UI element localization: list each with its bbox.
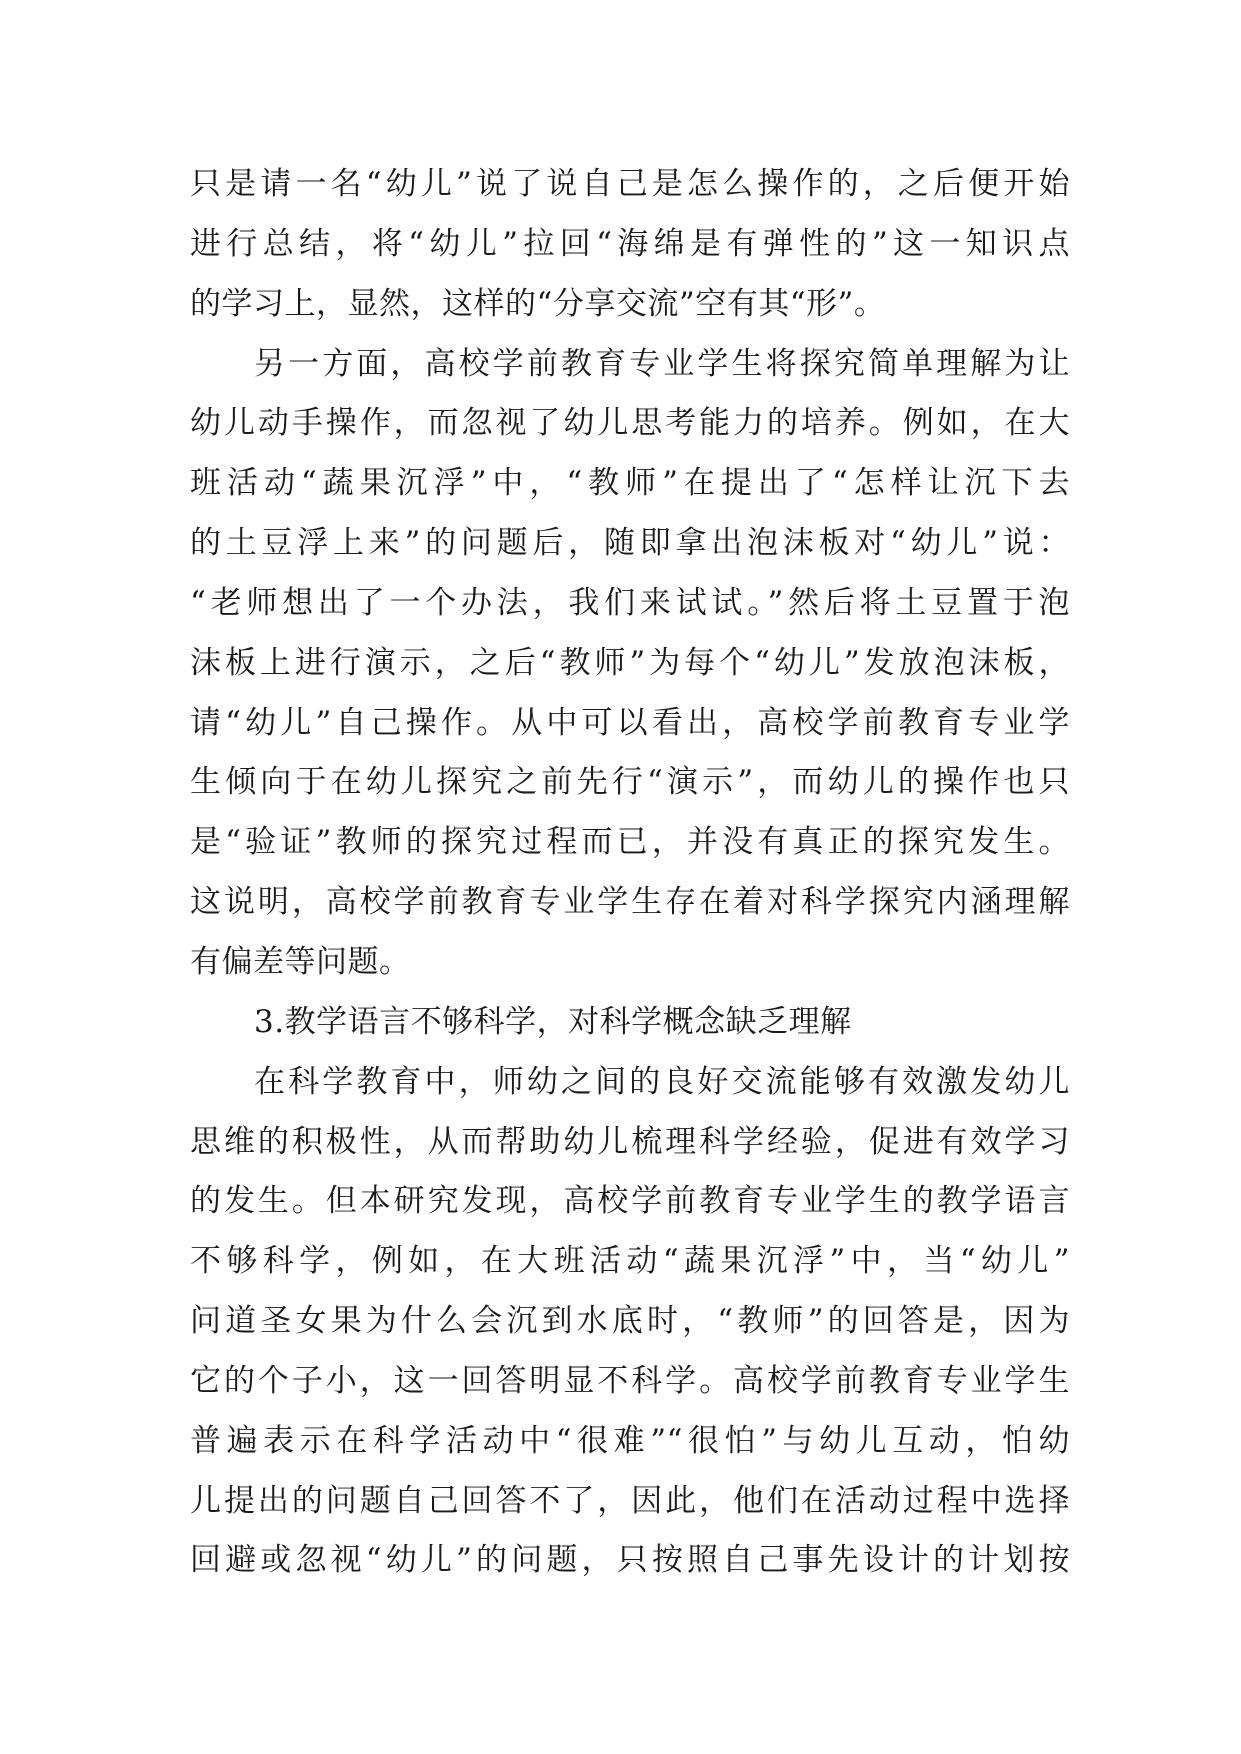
text-line: 生倾向于在幼儿探究之前先行“演示”，而幼儿的操作也只 xyxy=(190,764,1070,801)
text-line: 班活动“蔬果沉浮”中，“教师”在提出了“怎样让沉下去 xyxy=(190,465,1070,502)
text-line: 回避或忽视“幼儿”的问题，只按照自己事先设计的计划按 xyxy=(190,1542,1070,1579)
text-line: 是“验证”教师的探究过程而已，并没有真正的探究发生。 xyxy=(190,824,1070,861)
text-line: 的土豆浮上来”的问题后，随即拿出泡沫板对“幼儿”说： xyxy=(190,525,1070,562)
text-line: 的发生。但本研究发现，高校学前教育专业学生的教学语言 xyxy=(190,1183,1070,1220)
text-line: “老师想出了一个办法，我们来试试。”然后将土豆置于泡 xyxy=(190,584,1070,621)
text-line: 有偏差等问题。 xyxy=(190,943,411,980)
text-line: 沫板上进行演示，之后“教师”为每个“幼儿”发放泡沫板， xyxy=(190,644,1070,681)
text-line: 普遍表示在科学活动中“很难”“很怕”与幼儿互动，怕幼 xyxy=(190,1422,1070,1459)
text-line: 这说明，高校学前教育专业学生存在着对科学探究内涵理解 xyxy=(190,884,1070,921)
text-line: 请“幼儿”自己操作。从中可以看出，高校学前教育专业学 xyxy=(190,704,1070,741)
text-line: 只是请一名“幼儿”说了说自己是怎么操作的，之后便开始 xyxy=(190,166,1070,202)
section-heading: 3.教学语言不够科学，对科学概念缺乏理解 xyxy=(254,1003,852,1040)
paragraph-start: 另一方面，高校学前教育专业学生将探究简单理解为让 xyxy=(254,345,1070,382)
text-line: 不够科学，例如，在大班活动“蔬果沉浮”中，当“幼儿” xyxy=(190,1243,1070,1280)
body-text xyxy=(190,164,1070,1600)
text-line: 问道圣女果为什么会沉到水底时，“教师”的回答是，因为 xyxy=(190,1303,1070,1340)
text-line: 它的个子小，这一回答明显不科学。高校学前教育专业学生 xyxy=(190,1362,1070,1399)
text-line: 儿提出的问题自己回答不了，因此，他们在活动过程中选择 xyxy=(190,1482,1070,1519)
paragraph-start: 在科学教育中，师幼之间的良好交流能够有效激发幼儿 xyxy=(254,1063,1070,1100)
text-line: 进行总结，将“幼儿”拉回“海绵是有弹性的”这一知识点 xyxy=(190,225,1070,262)
text-line: 幼儿动手操作，而忽视了幼儿思考能力的培养。例如，在大 xyxy=(190,405,1070,442)
text-line: 的学习上，显然，这样的“分享交流”空有其“形”。 xyxy=(190,285,886,322)
text-line: 思维的积极性，从而帮助幼儿梳理科学经验，促进有效学习 xyxy=(190,1123,1070,1160)
